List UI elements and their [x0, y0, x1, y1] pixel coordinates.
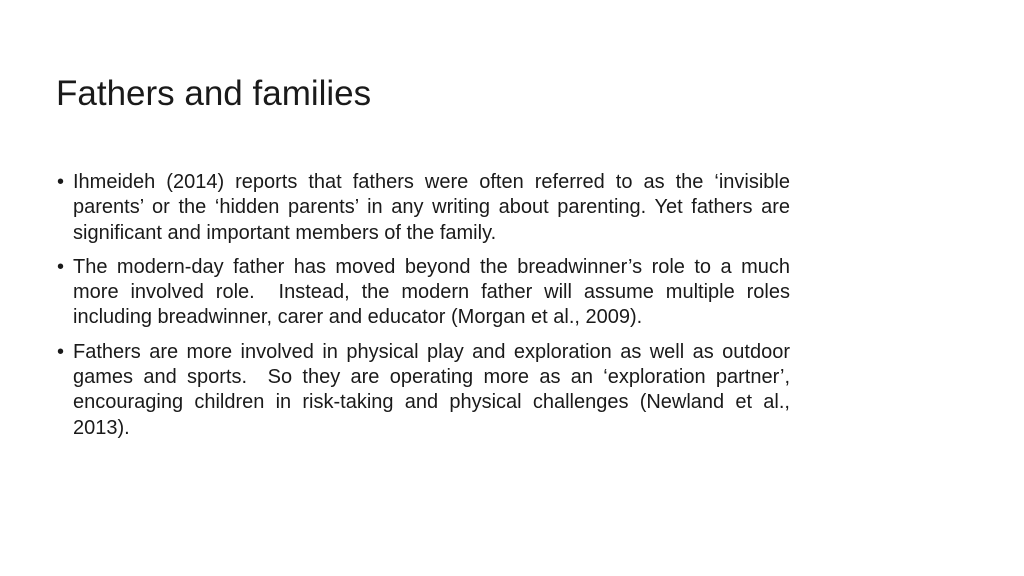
- slide-title: Fathers and families: [56, 74, 372, 113]
- bullet-dot-icon: •: [57, 171, 65, 193]
- bullet-dot-icon: •: [57, 340, 65, 363]
- bullet-dot-icon: •: [57, 255, 65, 278]
- bullet-text: Fathers are more involved in physical play and exploration as well as outdoor games and sports. So they are operating more as an ‘exploration partner’, encouraging children in risk-taking and physical challenges (Newland et al., 2013).: [73, 340, 796, 439]
- bullet-list: [56, 170, 796, 450]
- bullet-item: [56, 170, 796, 246]
- bullet-item: [56, 340, 796, 441]
- bullet-text: The modern-day father has moved beyond the breadwinner’s role to a much more involved role. Instead, the modern father will assume multiple roles including breadwinner, carer and educator (Morgan et al., 2009).: [73, 255, 796, 329]
- bullet-item: [56, 255, 796, 331]
- bullet-text: Ihmeideh (2014) reports that fathers were often referred to as the ‘invisible parents’ or the ‘hidden parents’ in any writing about parenting. Yet fathers are significant and important members of the family.: [73, 171, 796, 244]
